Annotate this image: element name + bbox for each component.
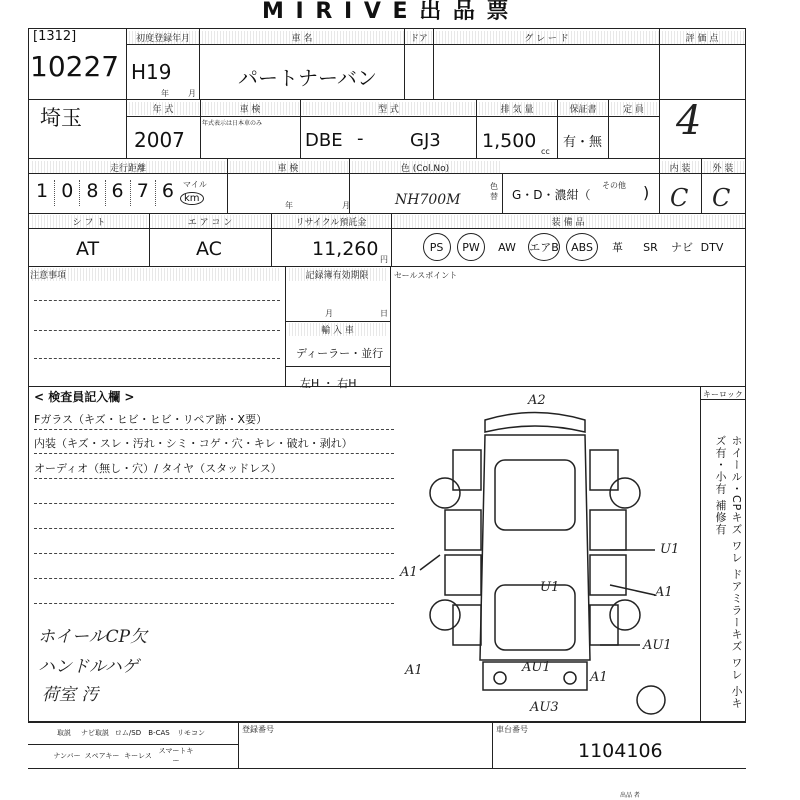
displacement-hdr: 排 気 量 [477, 102, 557, 115]
color-code: NH700M [395, 192, 461, 208]
displacement-header: 車 検 [200, 102, 300, 115]
model-header: 型 式 [301, 102, 476, 115]
lot-tag: [1312] [33, 29, 77, 44]
check-navi-manual: ナビ取説 [81, 729, 109, 737]
color-options: G・D・濃紺（ [512, 188, 591, 202]
wheel-rear-right [610, 478, 640, 508]
shift-header: シ フ ト [30, 215, 148, 228]
capacity-header: 定 員 [609, 102, 658, 115]
vehicle-name: パートナーバン [238, 66, 377, 90]
equipment-item [667, 232, 697, 262]
inspector-line-3: オーディオ（無し・穴）/ タイヤ（スタッドレス） [34, 462, 282, 475]
equipment-ps: PS [423, 233, 451, 261]
reg-no-header: 登録番号 [242, 725, 274, 734]
mark-au1-b: AU1 [522, 660, 551, 675]
key-lock-header: キーロック [703, 390, 743, 399]
sales-point-header: セールスポイント [394, 271, 458, 280]
grade-header: グ レ ー ド [434, 31, 659, 44]
aircon-value: AC [196, 238, 222, 260]
front-window [495, 585, 575, 650]
wheel-front-right [610, 600, 640, 630]
wheel-rear-left [430, 478, 460, 508]
warranty-header: 保証書 [558, 102, 608, 115]
equipment-item [634, 232, 667, 262]
name-header: 車 名 [200, 31, 404, 44]
equipment-dtv: DTV [700, 240, 724, 254]
mileage-digits [30, 180, 180, 206]
dealer-value: ディーラー・並行 [296, 347, 384, 360]
model-year-header: 年 式 [127, 102, 199, 115]
car-body [480, 435, 590, 660]
check-smart-key: スマートキー [158, 747, 194, 765]
exterior-grade: C [712, 184, 731, 212]
mileage-header: 走行距離 [30, 161, 226, 174]
equipment-aw: AW [498, 240, 516, 254]
mark-a1-a: A1 [400, 565, 418, 580]
check-keyless: キーレス [124, 752, 152, 760]
equipment-item [697, 232, 727, 262]
inspector-line-2: 内装（キズ・スレ・汚れ・シミ・コゲ・穴・キレ・破れ・剥れ） [34, 437, 353, 450]
side-note: ホイール・CPキズ ワレ ドアミラーキズ ワレ 小キズ有・小有 補修有 [714, 435, 743, 710]
mark-u1-b: U1 [540, 580, 560, 595]
model-code: GJ3 [410, 130, 441, 151]
mark-a1-c: A1 [405, 663, 423, 678]
mark-au1-a: AU1 [643, 638, 672, 653]
equipment-item [489, 232, 525, 262]
form-title: M I R I V E 出 品 票 [262, 0, 511, 24]
model-prefix: DBE [305, 130, 343, 151]
inspection-year: 年 [285, 201, 293, 210]
equipment-item [453, 232, 489, 262]
record-book-header: 記録簿有効期限 [287, 268, 387, 281]
color-other: その他 [602, 181, 626, 190]
score-header: 評 価 点 [660, 31, 744, 44]
record-day: 日 [380, 309, 388, 318]
mileage-digit: 1 [30, 180, 55, 206]
mark-au3: AU3 [530, 700, 559, 715]
inspection-header: 車 検 [228, 161, 348, 174]
import-header: 輸 入 車 [287, 323, 388, 336]
equipment-leather: 革 [612, 241, 623, 254]
handwritten-note-1: ホイールCP欠 [38, 627, 148, 647]
inspector-line-1: Fガラス（キズ・ヒビ・ヒビ・リペア跡・X要） [34, 413, 268, 426]
color-note: 色替 [490, 182, 498, 201]
aircon-header: エ ア コ ン [150, 215, 270, 228]
check-spare-key: スペアキー [84, 752, 120, 760]
mileage-digit: 0 [55, 180, 80, 206]
mark-a1-d: A1 [590, 670, 608, 685]
handwritten-note-3: 荷室 汚 [42, 685, 99, 705]
color-header: 色 (Col.No) [350, 161, 500, 174]
chassis-value: 1104106 [578, 740, 663, 762]
rear-window [495, 460, 575, 530]
check-remote: リモコン [177, 729, 205, 737]
cc-unit: cc [541, 147, 550, 156]
steer-value: 左H ・ 右H [300, 377, 357, 390]
mark-a2: A2 [528, 393, 546, 408]
check-bcas: B-CAS [148, 729, 170, 737]
tiny-corner: 出品 者 [620, 792, 640, 799]
mark-u1-a: U1 [660, 542, 680, 557]
rear-bumper [485, 413, 585, 433]
mileage-digit: 8 [80, 180, 105, 206]
mileage-digit: 7 [131, 180, 156, 206]
equipment-pw: PW [457, 233, 485, 261]
check-rom: ロム/SD [114, 729, 142, 737]
yen-unit: 円 [380, 255, 388, 264]
equipment-airbag: エアB [528, 233, 560, 261]
interior-grade: C [670, 184, 689, 212]
mileage-unit-mile: マイル [183, 180, 207, 189]
mileage-digit: 6 [106, 180, 131, 206]
equipment-header: 装 備 品 [392, 215, 744, 228]
mileage-unit-km: km [180, 192, 204, 205]
bottom-checklist [28, 722, 239, 768]
mileage-digit: 6 [161, 180, 174, 202]
handwritten-note-2: ハンドルハゲ [38, 657, 139, 677]
equipment-item [601, 232, 634, 262]
inspection-month: 月 [342, 201, 350, 210]
chassis-header: 車台番号 [496, 725, 528, 734]
model-year-value: 2007 [134, 128, 185, 152]
first-reg-header: 初度登録年月 [127, 31, 199, 44]
shift-value: AT [76, 238, 100, 260]
region-value: 埼玉 [40, 106, 82, 130]
recycle-header: リサイクル預託金 [272, 215, 390, 228]
recycle-value: 11,260 [312, 238, 379, 260]
interior-header: 内 装 [660, 161, 700, 174]
score-value: 4 [676, 98, 702, 144]
notes-header: 注意事項 [30, 268, 280, 281]
model-dash: - [357, 128, 364, 149]
displacement-value: 1,500 [482, 130, 537, 152]
equipment-item [420, 232, 453, 262]
exterior-header: 外 装 [702, 161, 744, 174]
equipment-item [563, 232, 601, 262]
wheel-front-left [430, 600, 460, 630]
spare-tire [637, 686, 665, 714]
equipment-navi: ナビ [671, 241, 693, 254]
equipment-abs: ABS [566, 233, 598, 261]
lot-number: 10227 [30, 50, 120, 83]
equipment-row [420, 232, 746, 262]
inspector-header: < 検査員記入欄 > [34, 390, 135, 404]
year-unit: 年 [161, 89, 169, 98]
warranty-value: 有・無 [563, 135, 603, 150]
equipment-item [525, 232, 563, 262]
check-manual: 取説 [57, 729, 71, 737]
record-month: 月 [325, 309, 333, 318]
era-year: H19 [131, 60, 172, 84]
door-header: ドア [405, 31, 433, 44]
model-year-note: 年式表示は日本車のみ [202, 120, 263, 127]
month-unit: 月 [188, 89, 196, 98]
check-plate: ナンバー [53, 752, 81, 760]
equipment-sr: SR [643, 240, 658, 254]
mark-a1-b: A1 [655, 585, 673, 600]
